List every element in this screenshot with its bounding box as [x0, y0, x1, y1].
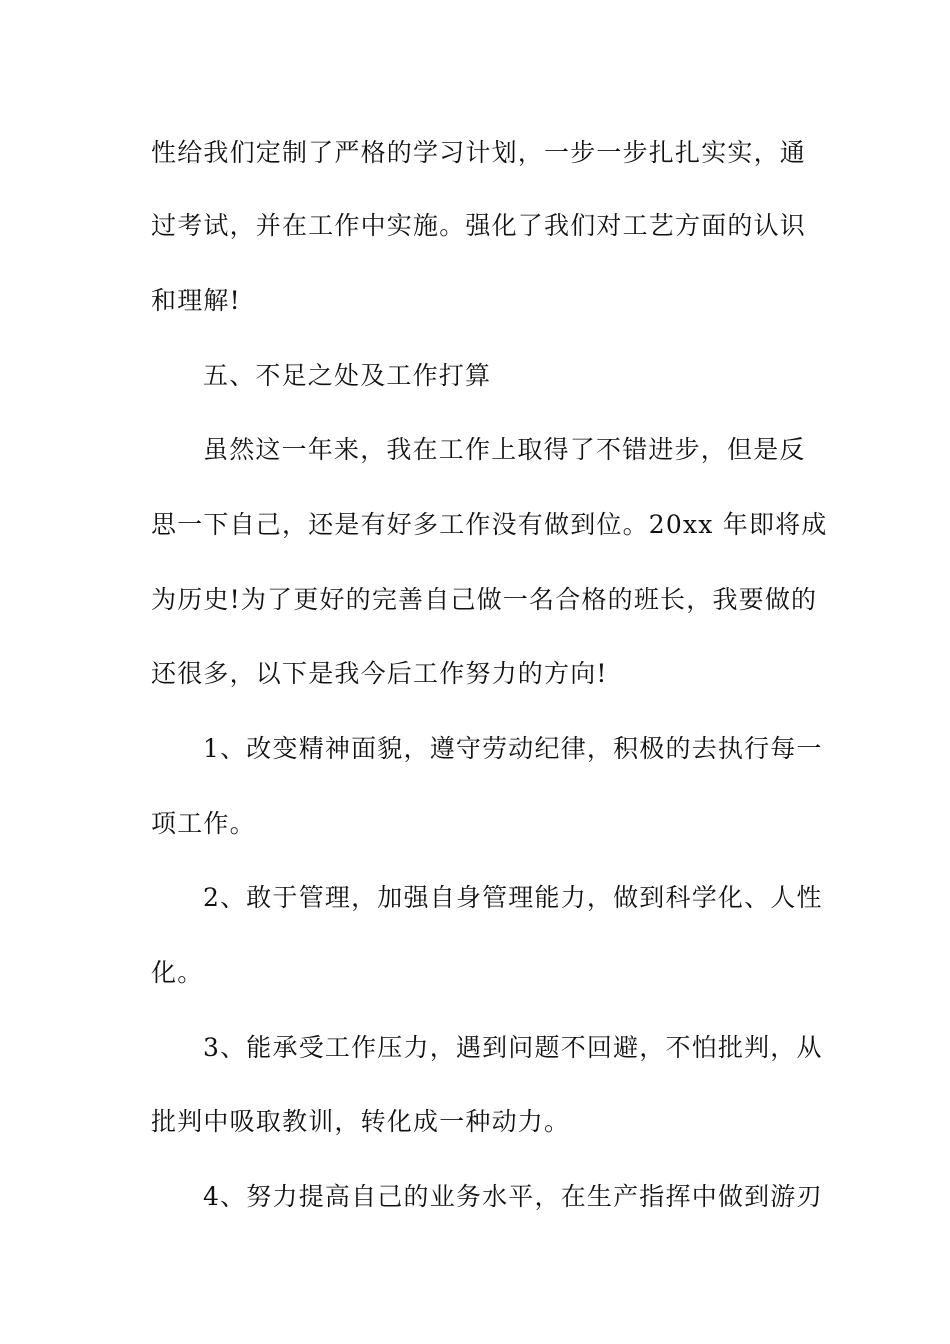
text-line: 还很多，以下是我今后工作努力的方向! — [151, 659, 608, 688]
list-item: 2、敢于管理，加强自身管理能力，做到科学化、人性 — [203, 883, 823, 912]
text-line: 性给我们定制了严格的学习计划，一步一步扎扎实实，通 — [151, 138, 807, 167]
section-heading: 五、不足之处及工作打算 — [203, 361, 492, 390]
list-item: 1、改变精神面貌，遵守劳动纪律，积极的去执行每一 — [203, 734, 823, 763]
text-line: 虽然这一年来，我在工作上取得了不错进步，但是反 — [203, 435, 806, 464]
text-line: 思一下自己，还是有好多工作没有做到位。20xx 年即将成 — [151, 510, 828, 539]
text-line: 化。 — [151, 958, 204, 987]
text-line: 过考试，并在工作中实施。强化了我们对工艺方面的认识 — [151, 211, 807, 240]
text-line: 为历史!为了更好的完善自己做一名合格的班长，我要做的 — [151, 585, 818, 614]
list-item: 3、能承受工作压力，遇到问题不回避，不怕批判，从 — [203, 1033, 823, 1062]
text-line: 批判中吸取教训，转化成一种动力。 — [151, 1107, 571, 1136]
text-line: 和理解! — [151, 286, 241, 315]
text-line: 项工作。 — [151, 809, 256, 838]
list-item: 4、努力提高自己的业务水平，在生产指挥中做到游刃 — [203, 1182, 823, 1211]
